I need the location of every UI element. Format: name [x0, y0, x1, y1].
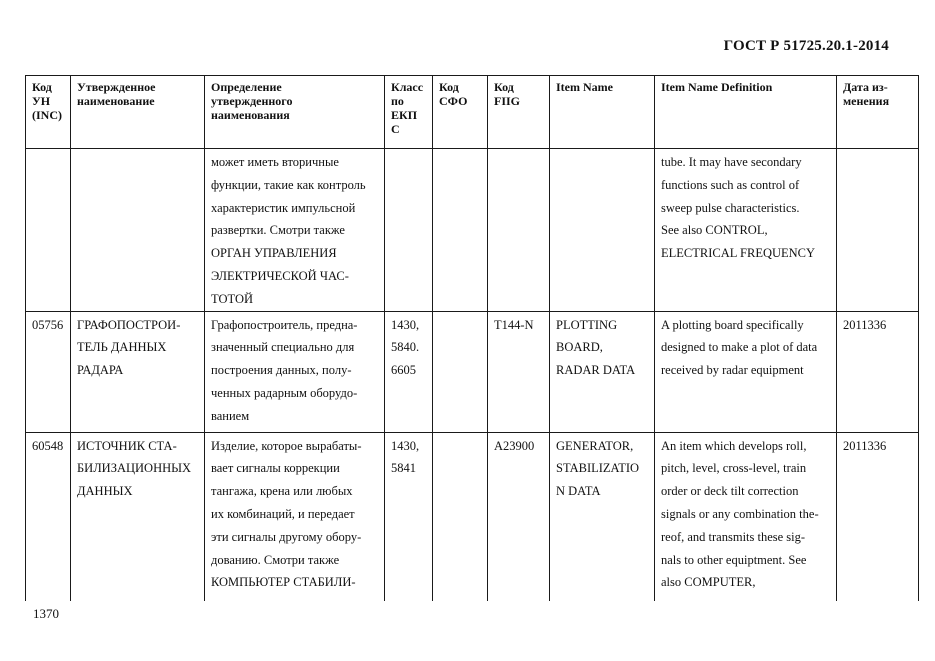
text-line: RADAR DATA — [556, 363, 636, 378]
text-line: BOARD, — [556, 340, 603, 355]
catalog-table — [25, 75, 919, 601]
text-line: PLOTTING — [556, 317, 618, 332]
header-fiig — [488, 76, 550, 149]
header-row — [26, 76, 919, 149]
cell-change-date — [837, 432, 919, 601]
text-line: наименование — [77, 94, 155, 108]
cell-item-name — [550, 432, 655, 601]
text-line: утвержденного — [211, 94, 293, 108]
text-line: РАДАРА — [77, 363, 124, 378]
text-line: вает сигналы коррекции — [211, 461, 340, 476]
header-approved-name — [71, 76, 205, 149]
text-line: Класс — [391, 80, 424, 94]
header-inc — [26, 76, 71, 149]
cell-sfo — [433, 149, 488, 312]
text-line: ДАННЫХ — [77, 484, 133, 499]
cell-item-name — [550, 149, 655, 312]
text-line: значенный специально для — [211, 340, 355, 355]
table-row — [26, 311, 919, 432]
text-line: N DATA — [556, 484, 601, 499]
text-line: signals or any combination the- — [661, 506, 819, 521]
text-line: ТОТОЙ — [211, 291, 254, 306]
cell-item-definition — [655, 432, 837, 601]
text-line: ИСТОЧНИК СТА- — [77, 438, 177, 453]
text-line: GENERATOR, — [556, 438, 634, 453]
text-line: 5841 — [391, 461, 416, 476]
cell-definition — [205, 311, 385, 432]
text-line: tube. It may have secondary — [661, 155, 802, 169]
cell-fiig — [488, 311, 550, 432]
cell-fiig — [488, 432, 550, 601]
text-line: дованию. Смотри также — [211, 552, 340, 567]
text-line: функции, такие как контроль — [211, 177, 366, 192]
text-line: An item which develops roll, — [661, 438, 807, 453]
text-line: Код — [32, 80, 52, 94]
text-line: Утвержденное — [77, 80, 156, 94]
text-line: A23900 — [494, 438, 535, 453]
text-line: sweep pulse characteristics. — [661, 200, 800, 215]
header-item-name — [550, 76, 655, 149]
text-line: КОМПЬЮТЕР СТАБИЛИ- — [211, 575, 356, 590]
text-line: Изделие, которое вырабаты- — [211, 438, 362, 453]
text-line: STABILIZATIO — [556, 461, 640, 476]
text-line: БИЛИЗАЦИОННЫХ — [77, 461, 192, 476]
text-line: pitch, level, cross-level, train — [661, 461, 807, 476]
cell-inc — [26, 149, 71, 312]
table-row — [26, 149, 919, 312]
text-line: ELECTRICAL FREQUENCY — [661, 246, 816, 261]
text-line: nals to other equiptment. See — [661, 552, 807, 567]
header-definition — [205, 76, 385, 149]
text-line: СФО — [439, 94, 468, 108]
cell-class — [385, 149, 433, 312]
text-line: See also CONTROL, — [661, 223, 768, 238]
header-class — [385, 76, 433, 149]
text-line: УН — [32, 94, 51, 108]
text-line: характеристик импульсной — [211, 200, 356, 215]
table-row — [26, 432, 919, 601]
text-line: построения данных, полу- — [211, 363, 352, 378]
cell-fiig — [488, 149, 550, 312]
cell-inc — [26, 432, 71, 601]
text-line: received by radar equipment — [661, 363, 804, 378]
text-line: по — [391, 94, 404, 108]
text-line: order or deck tilt correction — [661, 484, 799, 499]
text-line: 5840. — [391, 340, 420, 355]
cell-approved-name — [71, 432, 205, 601]
cell-sfo — [433, 432, 488, 601]
text-line: ванием — [211, 408, 250, 423]
text-line: (INC) — [32, 108, 62, 122]
text-line: ЭЛЕКТРИЧЕСКОЙ ЧАС- — [211, 268, 349, 283]
standard-number: ГОСТ Р 51725.20.1-2014 — [723, 38, 889, 54]
text-line: развертки. Смотри также — [211, 223, 345, 238]
text-line: ГРАФОПОСТРОИ- — [77, 317, 181, 332]
text-line: ОРГАН УПРАВЛЕНИЯ — [211, 246, 337, 261]
text-line: может иметь вторичные — [211, 155, 339, 169]
cell-class — [385, 311, 433, 432]
header-change-date — [837, 76, 919, 149]
text-line: also COMPUTER, — [661, 575, 756, 590]
cell-item-definition — [655, 311, 837, 432]
text-line: 05756 — [32, 317, 64, 332]
text-line: эти сигналы другому обору- — [211, 529, 362, 544]
text-line: их комбинаций, и передает — [211, 506, 355, 521]
text-line: Item Name Definition — [661, 80, 773, 94]
cell-definition — [205, 432, 385, 601]
text-line: designed to make a plot of data — [661, 340, 818, 355]
header-sfo — [433, 76, 488, 149]
text-line: Код — [494, 80, 514, 94]
text-line: 1430, — [391, 317, 420, 332]
text-line: functions such as control of — [661, 177, 800, 192]
cell-approved-name — [71, 311, 205, 432]
text-line: ченных радарным оборудо- — [211, 385, 358, 400]
cell-definition — [205, 149, 385, 312]
cell-change-date — [837, 311, 919, 432]
text-line: Дата из- — [843, 80, 888, 94]
text-line: С — [391, 122, 400, 136]
cell-approved-name — [71, 149, 205, 312]
cell-class — [385, 432, 433, 601]
text-line: A plotting board specifically — [661, 317, 804, 332]
text-line: 60548 — [32, 438, 64, 453]
text-line: ЕКП — [391, 108, 418, 122]
text-line: Item Name — [556, 80, 613, 94]
header-item-definition — [655, 76, 837, 149]
text-line: Графопостроитель, предна- — [211, 317, 358, 332]
text-line: тангажа, крена или любых — [211, 484, 353, 499]
text-line: менения — [843, 94, 890, 108]
cell-item-name — [550, 311, 655, 432]
cell-inc — [26, 311, 71, 432]
text-line: Код — [439, 80, 459, 94]
cell-item-definition — [655, 149, 837, 312]
text-line: 2011336 — [843, 438, 887, 453]
text-line: ТЕЛЬ ДАННЫХ — [77, 340, 167, 355]
page-number: 1370 — [33, 606, 59, 621]
cell-change-date — [837, 149, 919, 312]
text-line: 6605 — [391, 363, 416, 378]
text-line: 2011336 — [843, 317, 887, 332]
text-line: reof, and transmits these sig- — [661, 529, 806, 544]
text-line: Определение — [211, 80, 282, 94]
text-line: наименования — [211, 108, 290, 122]
text-line: T144-N — [494, 317, 534, 332]
text-line: 1430, — [391, 438, 420, 453]
cell-sfo — [433, 311, 488, 432]
text-line: FIIG — [494, 94, 521, 108]
